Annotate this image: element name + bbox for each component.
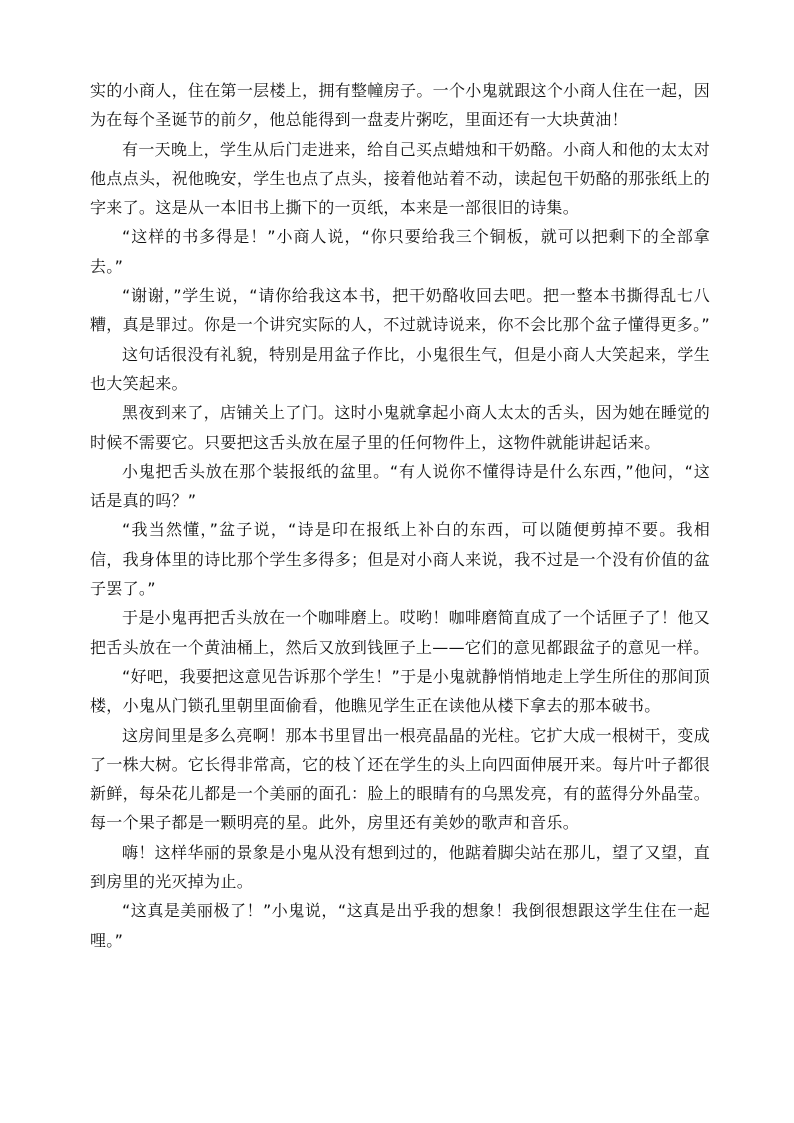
paragraph-6: 黑夜到来了，店铺关上了门。这时小鬼就拿起小商人太太的舌头，因为她在睡觉的时候不需要它。只要把这舌头放在屋子里的任何物件上，这物件就能讲起话来。 (90, 403, 710, 452)
paragraph-1: 实的小商人，住在第一层楼上，拥有整幢房子。一个小鬼就跟这个小商人住在一起，因为在每个圣诞节的前夕，他总能得到一盘麦片粥吃，里面还有一大块黄油！ (90, 81, 710, 130)
paragraph-2: 有一天晚上，学生从后门走进来，给自己买点蜡烛和干奶酪。小商人和他的太太对他点点头，祝他晚安，学生也点了点头，接着他站着不动，读起包干奶酪的那张纸上的字来了。这是从一本旧书上撕下的一页纸，本来是一部很旧的诗集。 (90, 139, 710, 218)
paragraph-5: 这句话很没有礼貌，特别是用盆子作比，小鬼很生气，但是小商人大笑起来，学生也大笑起来。 (90, 344, 710, 393)
paragraph-10: “好吧，我要把这意见告诉那个学生！”于是小鬼就静悄悄地走上学生所住的那间顶楼，小鬼从门锁孔里朝里面偷看，他瞧见学生正在读他从楼下拿去的那本破书。 (90, 666, 710, 716)
paragraph-4: “谢谢，”学生说，“请你给我这本书，把干奶酪收回去吧。把一整本书撕得乱七八糟，真是罪过。你是一个讲究实际的人，不过就诗说来，你不会比那个盆子懂得更多。” (90, 286, 710, 335)
paragraph-7: 小鬼把舌头放在那个装报纸的盆里。“有人说你不懂得诗是什么东西，”他问，“这话是真的吗？” (90, 461, 710, 511)
paragraph-8: “我当然懂，”盆子说，“诗是印在报纸上补白的东西，可以随便剪掉不要。我相信，我身体里的诗比那个学生多得多；但是对小商人来说，我不过是一个没有价值的盆子罢了。” (90, 520, 710, 599)
paragraph-12: 嗨！这样华丽的景象是小鬼从没有想到过的，他踮着脚尖站在那儿，望了又望，直到房里的光灭掉为止。 (90, 842, 710, 892)
paragraph-13: “这真是美丽极了！”小鬼说，“这真是出乎我的想象！我倒很想跟这学生住在一起哩。” (90, 901, 710, 950)
document-body (90, 76, 710, 955)
paragraph-11: 这房间里是多么亮啊！那本书里冒出一根亮晶晶的光柱。它扩大成一根树干，变成了一株大树。它长得非常高，它的枝丫还在学生的头上向四面伸展开来。每片叶子都很新鲜，每朵花儿都是一个美丽的面孔：脸上的眼睛有的乌黑发亮，有的蓝得分外晶莹。每一个果子都是一颗明亮的星。此外，房里还有美妙的歌声和音乐。 (90, 725, 710, 833)
paragraph-9: 于是小鬼再把舌头放在一个咖啡磨上。哎哟！咖啡磨简直成了一个话匣子了！他又把舌头放在一个黄油桶上，然后又放到钱匣子上——它们的意见都跟盆子的意见一样。 (90, 608, 710, 657)
paragraph-3: “这样的书多得是！”小商人说，“你只要给我三个铜板，就可以把剩下的全部拿去。” (90, 227, 710, 276)
